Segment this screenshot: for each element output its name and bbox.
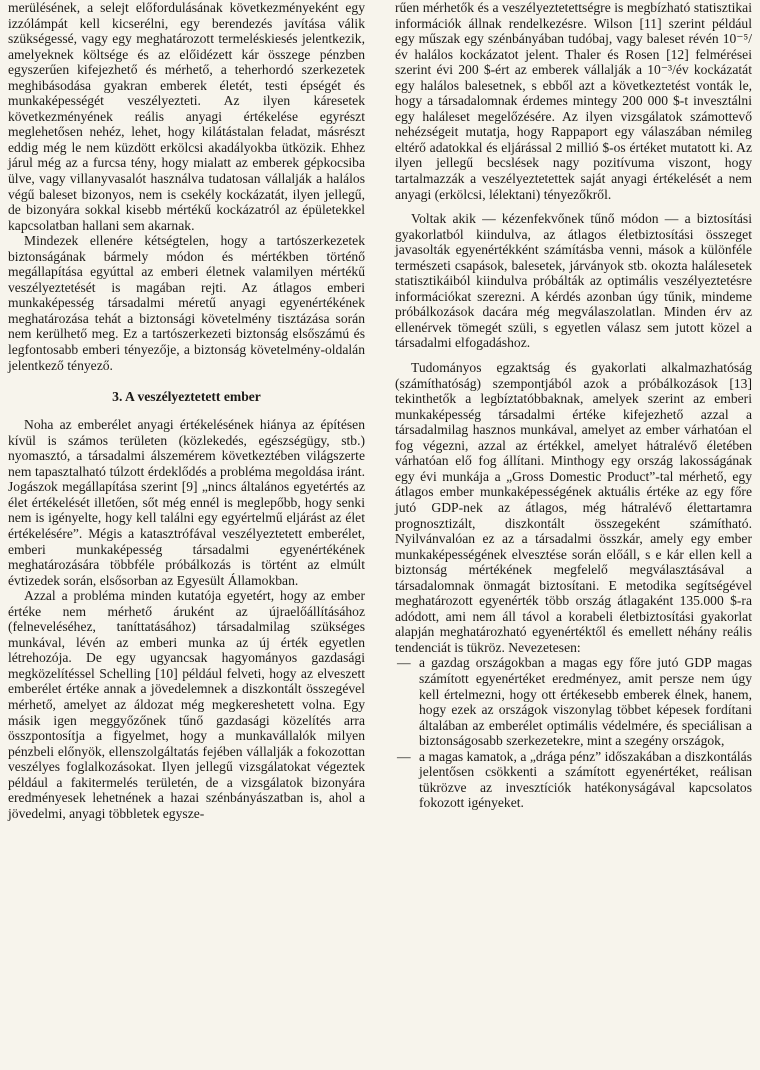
paragraph: Tudományos egzaktság és gyakorlati alkalmazhatóság (számíthatóság) szempontjából azok a próbálkozások [13] tekinthetők a legbíztatóbbaknak, amelyek szerint az emberi munkaképesség társadalmi értéke kifejezhető azzal a társadalmilag hasznos munkával, amelyet az ember várhatóan el fog végezni, azzal az értékkel, amelyet hátralévő életében várhatóan elő fog állítani. Minthogy egy ország lakosságának egy évi munkája a „Gross Domestic Product”-tal mérhető, egy átlagos ember munkaképességének aktuális értéke az egy főre jutó GDP-nek az átlagos, még hátralévő élettartamra prognosztizált, diszkontált összegeként számítható. Nyilvánvalóan ez az a társadalmi összkár, amely egy ember munkaképességének elvesztése során előáll, s e kár ellen kell a biztonság mértékének megfelelő megválasztásával a társadalomnak önmagát biztosítani. E metodika segítségével meghatározott egyenérték több ország átlagaként 135.000 $-ra adódott, ami nem áll távol a korabeli életbiztosítási gyakorlat alapján meghatározható egyenértéktől és emellett néhány reális tendenciát is tükröz. Nevezetesen: (395, 360, 752, 655)
dash-bullet: — (397, 655, 411, 671)
list-item (395, 655, 752, 748)
paragraph: Mindezek ellenére kétségtelen, hogy a tartószerkezetek biztonságának bármely módon és mértékben történő megállapítása egyúttal az emberi életnek valamilyen mértékű veszélyeztetését is magában rejti. Az átlagos emberi munkaképesség társadalmi méretű anyagi egyenértékének meghatározása tehát a biztonsági követelmény tisztázása során nem kerülhető meg. Ez a tartószerkezeti biztonság elsőszámú és legfontosabb emberi tényezője, a biztonság követelmény-oldalán jelentkező tényező. (8, 233, 365, 373)
right-column (395, 0, 752, 811)
paragraph: Azzal a probléma minden kutatója egyetért, hogy az ember értéke nem mérhető áruként az újraelőállításához (felneveléséhez, taníttatásához) társadalmilag szükséges munkával, lévén az emberi munka az új érték egyetlen létrehozója. De egy ugyancsak hagyományos gazdasági megközelítéssel Schelling [10] például felveti, hogy az elveszett emberélet értéke annak a jövedelemnek a diszkontált összegével mérhető, amelyet az áldozat még megkereshetett volna. Egy másik igen meggyőzőnek tűnő gazdasági közelítés arra összpontosítja a figyelmet, hogy a munkavállalók milyen pénzbeli előnyök, ellenszolgáltatás fejében vállalják a fokozottan veszélyes foglalkozásokat. Ilyen jellegű vizsgálatokat végeztek például a fakitermelés területén, de a vizsgálatok bizonyára eredményesek lehetnének a hazai szénbányászatban is, ahol a jövedelmi, anyagi többletek egysze- (8, 588, 365, 821)
paragraph: rűen mérhetők és a veszélyeztetettségre is megbízható statisztikai információk állnak rendelkezésre. Wilson [11] szerint például egy műszak egy szénbányában tudóbaj, vagy baleset révén 10⁻⁵/év halálos kockázatot jelent. Thaler és Rosen [12] felmérései szerint évi 200 $-ért az emberek vállalják a 10⁻³/év kockázatát egy halálos balesetnek, s ebből azt a következtetést vonták le, hogy a társadalomnak érdemes mintegy 200 000 $-t invesztálni egy haláleset megelőzésére. Az ilyen vizsgálatok számottevő nehézségeit mutatja, hogy Rappaport egy válaszában némileg eltérő adatokkal és eljárással 2 millió $-os értéket mutatott ki. Az ilyen jellegű becslések nagy pozitívuma viszont, hogy tartalmazzák a veszélyeztetettek saját anyagi értékelését a nem anyagi (erkölcsi, lélektani) tényezőkről. (395, 0, 752, 202)
dash-list (395, 655, 752, 810)
list-item-text: a magas kamatok, a „drága pénz” időszakában a diszkontálás jelentősen csökkenti a számított egyenértéket, reálisan tükrözve az invesztíciók hatékonyságával kapcsolatos fokozott igényeket. (419, 748, 752, 811)
paragraph: Noha az emberélet anyagi értékelésének hiánya az építésen kívül is számos területen (közlekedés, egészségügy, stb.) nyomasztó, a társadalmi álszemérem következtében világszerte nem tapasztalható túlzott érdeklődés a probléma megoldása iránt. Jogászok megállapítása szerint [9] „nincs általános egyetértés az élet értékelését illetően, sőt még ennél is meglepőbb, hogy senki nem is igényelte, hogy kell találni egy egyértelmű eljárást az élet értékelésére”. Mégis a katasztrófával veszélyeztetett emberélet, emberi munkaképesség társadalmi egyenértékének meghatározására többféle próbálkozás is történt az elmúlt évtizedek során, elsősorban az Egyesült Államokban. (8, 417, 365, 588)
paragraph: merülésének, a selejt előfordulásának következményeként egy izzólámpát kell kicserélni, egy berendezés javítása válik szükségessé, vagy egy meghatározott termeléskiesés jelentkezik, amelyeknek költsége és az előidézett kár összege pénzben egyszerűen kifejezhető és mérhető, a teherhordó szerkezetek meghibásodása gyakran emberek életét, testi épségét és munkaképességét veszélyezteti. Az ilyen káresetek következményének reális anyagi értékelése egyrészt meglehetősen nehéz, lehet, hogy kilátástalan feladat, másrészt eddig még le nem küzdött erkölcsi akadályokba ütközik. Ehhez járul még az a furcsa tény, hogy mialatt az emberek gépkocsiba ülve, vagy villanyvasalót használva tudatosan vállalják a halálos végű baleset bizonyos, nem is csekély kockázatát, ilyen jellegű, de bizonyára sokkal kisebb mértékű kockázatról az épületekkel kapcsolatban hallani sem akarnak. (8, 0, 365, 233)
left-column (8, 0, 365, 821)
list-item (395, 749, 752, 811)
section-heading: 3. A veszélyeztetett ember (112, 389, 261, 405)
dash-bullet: — (397, 748, 411, 764)
paragraph: Voltak akik — kézenfekvőnek tűnő módon — a biztosítási gyakorlatból kiindulva, az átlagos életbiztosítási összeget javasolták egyenértékként számításba venni, mások a különféle természeti csapások, balesetek, járványok stb. okozta halálesetek statisztikáiból kiindulva próbálták az optimális veszélyeztetésre információkat szerezni. A kérdés azonban úgy tűnik, mindeme próbálkozások dacára még megválaszolatlan. Minden érv az ellenérvek tömegét szüli, s egyetlen válasz sem jutott közel a társadalmi elfogadáshoz. (395, 211, 752, 351)
list-item-text: a gazdag országokban a magas egy főre jutó GDP magas számított egyenértéket eredményez, amit persze nem úgy kell értelmezni, hogy ott értékesebb emberek élnek, hanem, hogy ezek az országok viszonylag többet képesek fordítani általában az emberélet optimális védelmére, és speciálisan a biztonságosabb szerkezetekre, mint a szegény országok, (419, 655, 752, 749)
